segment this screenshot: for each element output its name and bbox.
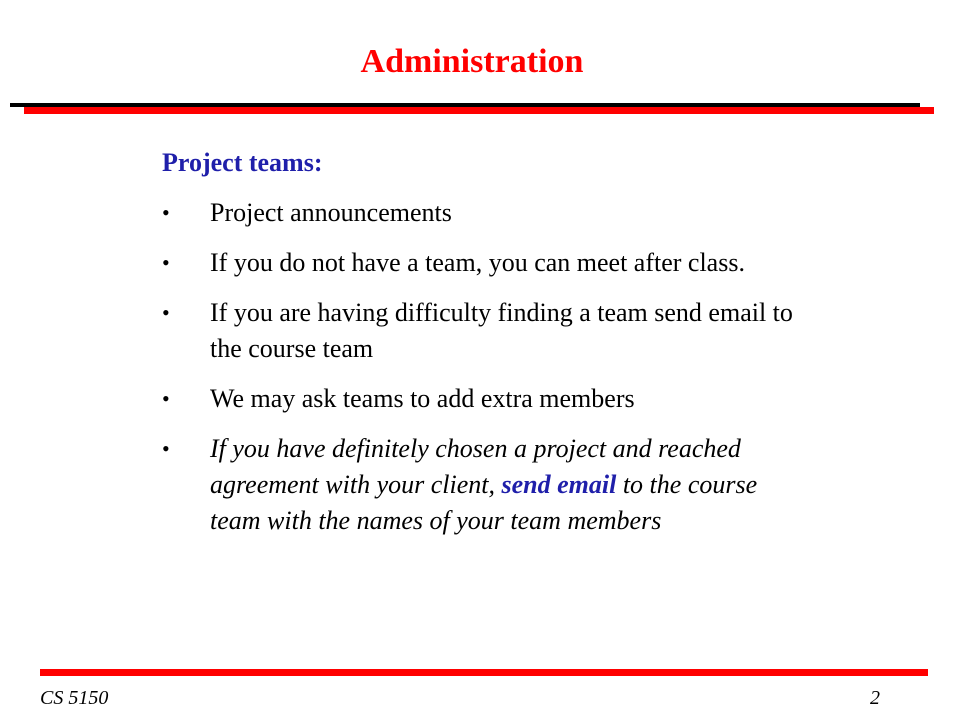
- bullet-text: Project announcements: [210, 198, 452, 227]
- title-rule-red: [24, 107, 934, 114]
- send-email-emphasis: send email: [501, 470, 617, 499]
- bullet-icon: •: [162, 250, 170, 275]
- bullet-text: If you do not have a team, you can meet after class.: [210, 248, 745, 277]
- bullet-item: [162, 295, 802, 367]
- bullet-item: [162, 195, 802, 231]
- footer-page-number: 2: [870, 687, 880, 709]
- final-text-before: If you have definitely chosen a project and reached agreement with your client,: [210, 434, 741, 499]
- final-text-after: to the course team with the names of your team members: [210, 470, 758, 535]
- bullet-item-final: [162, 431, 802, 539]
- footer-course-label: CS 5150: [40, 687, 109, 709]
- slide-title: Administration: [360, 43, 584, 80]
- slide-content: [162, 145, 802, 553]
- bullet-icon: •: [162, 300, 170, 325]
- bullet-list: [162, 195, 802, 539]
- bullet-text: We may ask teams to add extra members: [210, 384, 635, 413]
- section-heading: Project teams:: [162, 148, 323, 177]
- bullet-item: [162, 245, 802, 281]
- footer-rule-red: [40, 669, 928, 676]
- bullet-icon: •: [162, 200, 170, 225]
- bullet-text-final: [210, 431, 802, 539]
- bullet-icon: •: [162, 386, 170, 411]
- bullet-icon: •: [162, 436, 170, 461]
- bullet-item: [162, 381, 802, 417]
- bullet-text: If you are having difficulty finding a team send email to the course team: [210, 298, 793, 363]
